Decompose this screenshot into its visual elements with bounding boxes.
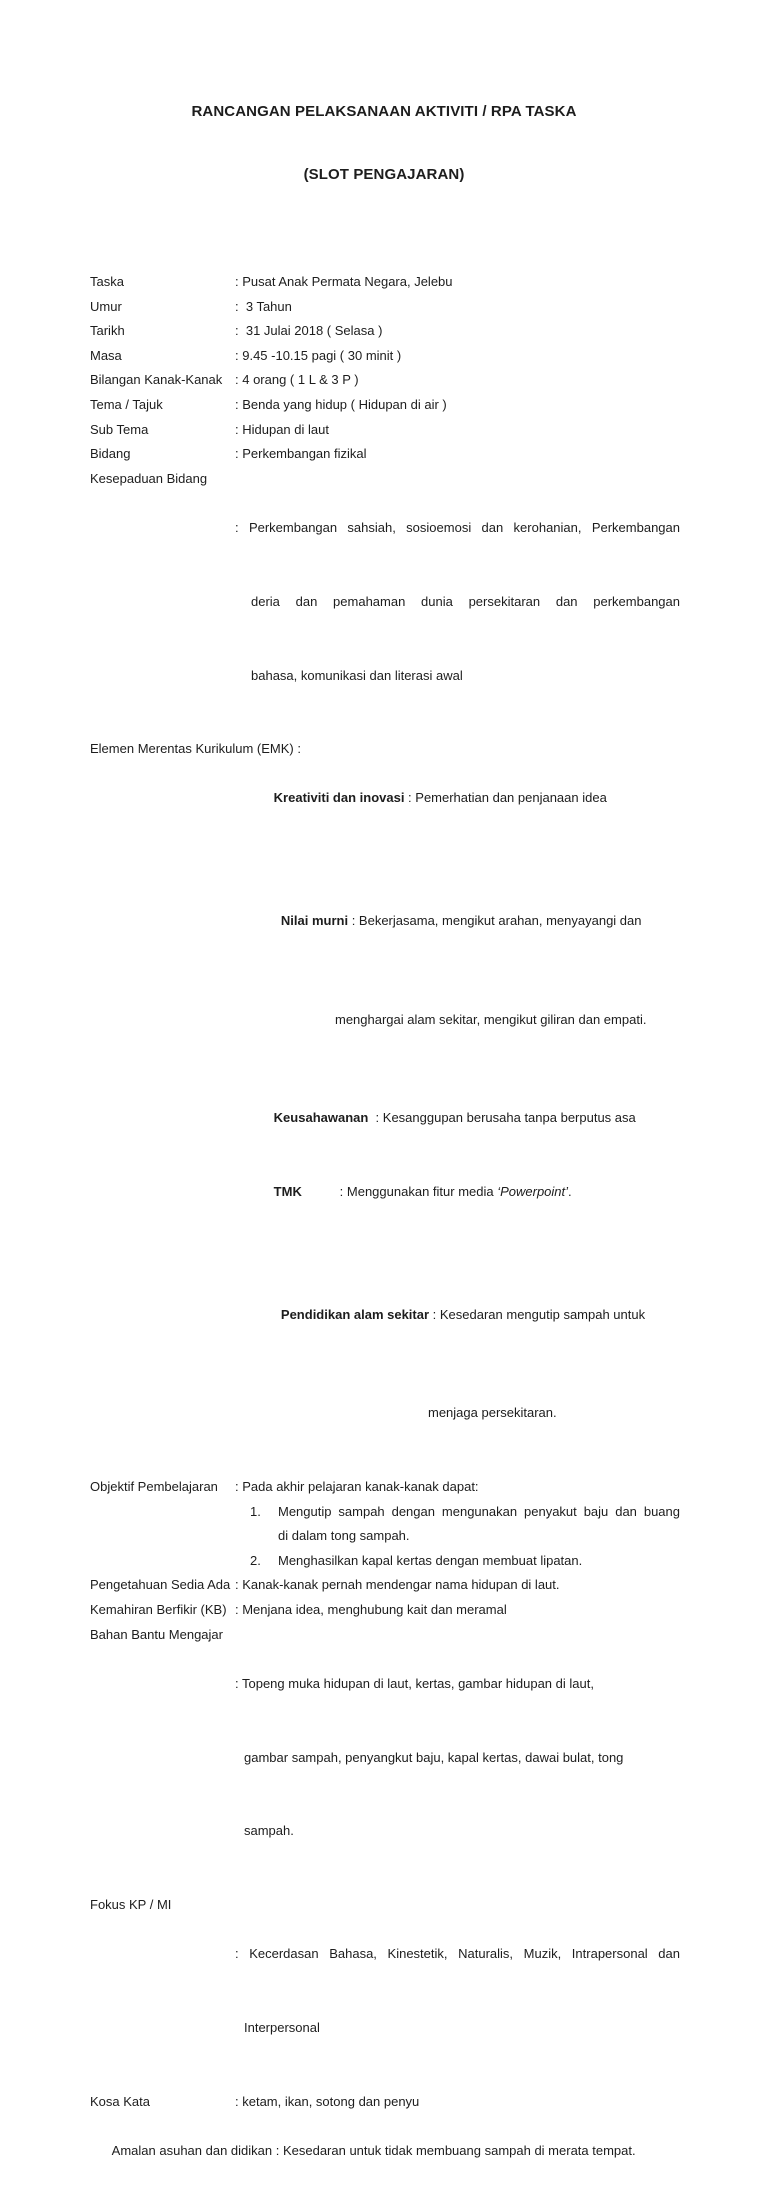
emk-item-line: menjaga persekitaran. xyxy=(428,1405,557,1421)
field-row-amalan-asuhan xyxy=(90,2115,680,2188)
document-title xyxy=(0,59,768,227)
emk-item-label: Nilai murni xyxy=(280,913,349,929)
field-value: : Perkembangan fizikal xyxy=(235,446,367,462)
value-line: di dalam tong sampah. xyxy=(278,1528,410,1544)
field-row-bidang xyxy=(90,442,680,467)
field-label: Bilangan Kanak-Kanak xyxy=(90,372,223,388)
field-value: : Benda yang hidup ( Hidupan di air ) xyxy=(235,396,447,412)
emk-item-label: Keusahawanan xyxy=(273,1110,369,1126)
field-value: : Hidupan di laut xyxy=(235,421,329,437)
field-value xyxy=(235,1893,680,2090)
list-item-number: 1. xyxy=(250,1503,261,1519)
field-label: Kemahiran Berfikir (KB) xyxy=(90,1602,227,1618)
field-label: Masa xyxy=(90,347,122,363)
document-page xyxy=(0,59,768,2159)
field-label: Umur xyxy=(90,298,122,314)
field-value: : Pusat Anak Permata Negara, Jelebu xyxy=(235,274,453,289)
field-label: Taska xyxy=(90,274,124,289)
field-row-kemahiran-berfikir xyxy=(90,1598,680,1623)
field-value: : Kesedaran untuk tidak membuang sampah di merata tempat. xyxy=(272,2143,636,2159)
field-row-bilangan-kanak-kanak xyxy=(90,368,680,393)
emk-item-text: . xyxy=(568,1183,572,1199)
emk-item-nilai-murni xyxy=(252,836,680,1082)
emk-item-text: : Menggunakan fitur media xyxy=(339,1183,498,1199)
field-row-taska xyxy=(90,270,680,295)
field-row-objektif-pembelajaran xyxy=(90,1475,680,1500)
field-row-masa xyxy=(90,344,680,369)
field-value: : 4 orang ( 1 L & 3 P ) xyxy=(235,372,359,388)
title-line-1: RANCANGAN PELAKSANAAN AKTIVITI / RPA TASKA xyxy=(191,103,577,120)
emk-item-line xyxy=(252,1278,680,1352)
field-row-kosa-kata xyxy=(90,2090,680,2115)
field-row-pengetahuan-sedia-ada xyxy=(90,1573,680,1598)
list-item-text xyxy=(278,1549,680,1574)
emk-item-text: : Kesedaran mengutip sampah untuk xyxy=(429,1306,646,1322)
emk-item-line xyxy=(252,885,680,959)
field-value: : Pada akhir pelajaran kanak-kanak dapat: xyxy=(235,1479,479,1495)
field-row-fokus-kp-mi xyxy=(90,1893,680,2090)
document-body xyxy=(90,270,680,2188)
value-line: sampah. xyxy=(244,1823,294,1839)
value-line: deria dan pemahaman dunia persekitaran dan perkembangan xyxy=(251,593,680,609)
field-label: Pengetahuan Sedia Ada xyxy=(90,1577,231,1593)
field-label: Amalan asuhan dan didikan xyxy=(111,2143,273,2159)
field-label: Tarikh xyxy=(90,323,125,339)
emk-heading: Elemen Merentas Kurikulum (EMK) : xyxy=(90,741,301,757)
field-row-kesepaduan-bidang xyxy=(90,467,680,738)
emk-item-keusahawanan xyxy=(252,1082,680,1156)
title-line-2: (SLOT PENGAJARAN) xyxy=(303,166,465,183)
field-label: Bahan Bantu Mengajar xyxy=(90,1626,223,1642)
field-value: : 31 Julai 2018 ( Selasa ) xyxy=(235,323,383,339)
field-row-tarikh xyxy=(90,319,680,344)
value-line: Mengutip sampah dengan mengunakan penyakut baju dan buang xyxy=(278,1503,680,1519)
field-label: Kosa Kata xyxy=(90,2093,150,2109)
emk-item-text: : Bekerjasama, mengikut arahan, menyayangi dan xyxy=(348,913,642,929)
objective-list-item xyxy=(250,1500,680,1549)
field-label: Kesepaduan Bidang xyxy=(90,470,208,486)
field-value: : 3 Tahun xyxy=(235,298,292,314)
field-row-bahan-bantu-mengajar xyxy=(90,1623,680,1894)
field-value: : ketam, ikan, sotong dan penyu xyxy=(235,2093,420,2109)
field-label: Tema / Tajuk xyxy=(90,396,163,412)
field-value: : 9.45 -10.15 pagi ( 30 minit ) xyxy=(235,347,402,363)
emk-item-italic-text: ‘Powerpoint’ xyxy=(497,1183,569,1199)
list-item-number: 2. xyxy=(250,1552,261,1568)
field-label: Fokus KP / MI xyxy=(90,1897,172,1913)
value-line: : Kecerdasan Bahasa, Kinestetik, Naturalis, Muzik, Intrapersonal dan xyxy=(235,1946,680,1962)
field-row-umur xyxy=(90,295,680,320)
field-row-sub-tema xyxy=(90,418,680,443)
value-line: bahasa, komunikasi dan literasi awal xyxy=(251,667,463,683)
field-label: Sub Tema xyxy=(90,421,149,437)
value-line: gambar sampah, penyangkut baju, kapal kertas, dawai bulat, tong xyxy=(244,1749,624,1765)
emk-item-label: Kreativiti dan inovasi xyxy=(273,790,405,806)
list-item-text xyxy=(278,1500,680,1549)
emk-item-pendidikan-alam-sekitar xyxy=(252,1229,680,1475)
emk-item-kreativiti xyxy=(252,762,680,836)
emk-item-label: Pendidikan alam sekitar xyxy=(280,1306,430,1322)
value-line: : Perkembangan sahsiah, sosioemosi dan kerohanian, Perkembangan xyxy=(235,519,680,535)
value-line: : Topeng muka hidupan di laut, kertas, gambar hidupan di laut, xyxy=(235,1675,594,1691)
value-line: Menghasilkan kapal kertas dengan membuat lipatan. xyxy=(278,1552,583,1568)
emk-item-line: menghargai alam sekitar, mengikut giliran dan empati. xyxy=(335,1011,647,1027)
field-value: : Kanak-kanak pernah mendengar nama hidupan di laut. xyxy=(235,1577,560,1593)
field-label: Objektif Pembelajaran xyxy=(90,1479,218,1495)
emk-item-label: TMK xyxy=(273,1183,302,1199)
field-value: : Menjana idea, menghubung kait dan meramal xyxy=(235,1602,507,1618)
emk-item-text: : Pemerhatian dan penjanaan idea xyxy=(404,790,607,806)
emk-item-text: : Kesanggupan berusaha tanpa berputus asa xyxy=(368,1110,636,1126)
field-label: Bidang xyxy=(90,446,131,462)
value-line: Interpersonal xyxy=(244,2020,320,2036)
field-row-tema-tajuk xyxy=(90,393,680,418)
objective-list-item xyxy=(250,1549,680,1574)
emk-item-tmk xyxy=(252,1155,680,1229)
field-value xyxy=(235,467,680,738)
field-value xyxy=(235,1623,680,1894)
